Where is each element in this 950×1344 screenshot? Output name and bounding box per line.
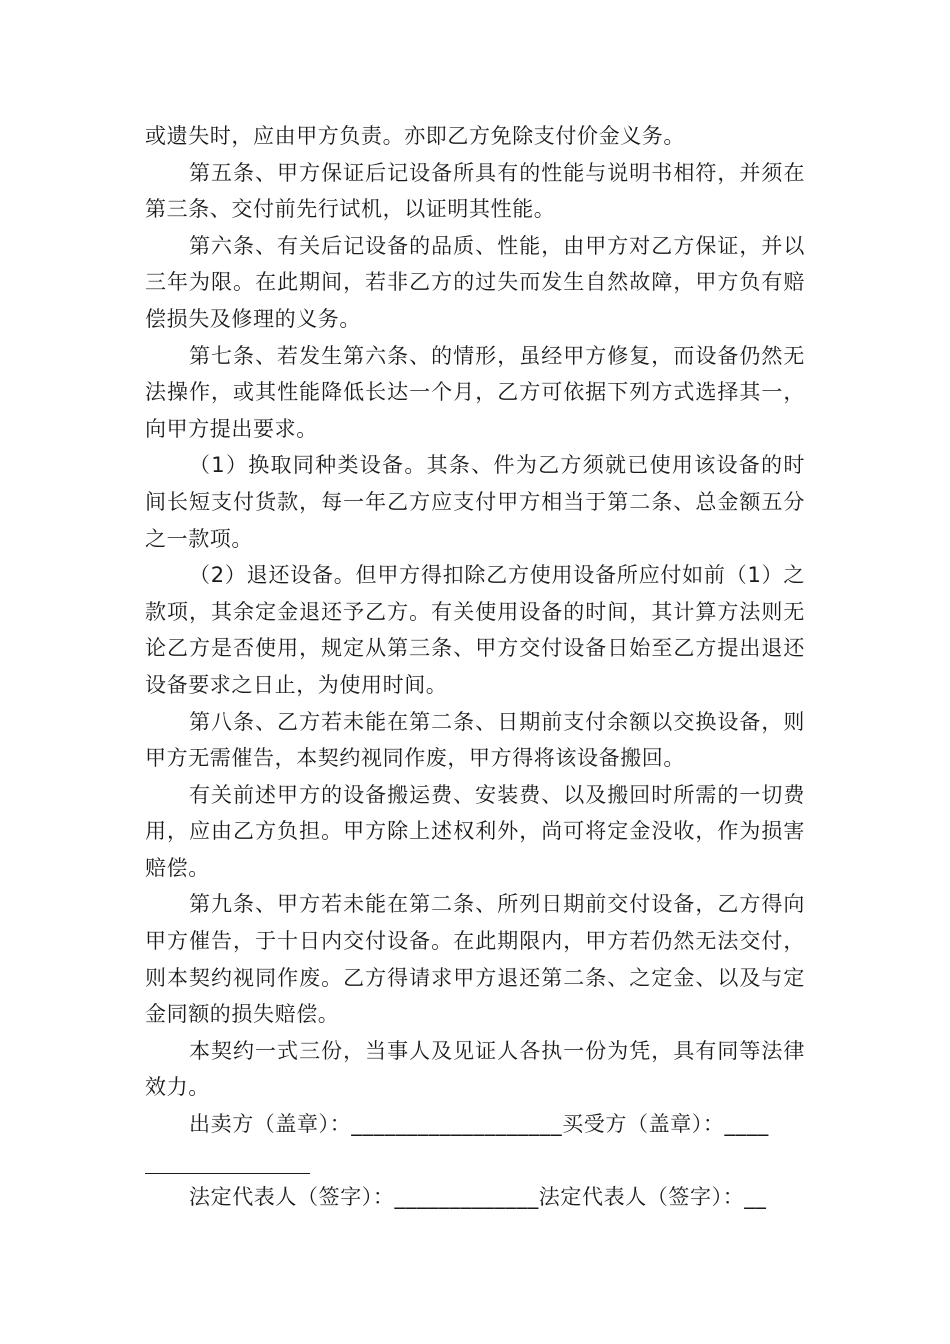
document-body <box>145 118 805 1216</box>
signature-line-representative: 法定代表人（签字）：_____________法定代表人（签字）：__ <box>189 1185 767 1210</box>
paragraph-option-1: （1）换取同种类设备。其条、件为乙方须就已使用该设备的时间长短支付货款，每一年乙方应支付甲方相当于第二条、总金额五分之一款项。 <box>145 453 805 551</box>
paragraph-article-7: 第七条、若发生第六条、的情形，虽经甲方修复，而设备仍然无法操作，或其性能降低长达一个月，乙方可依据下列方式选择其一，向甲方提出要求。 <box>145 343 805 441</box>
signature-underline <box>145 1173 310 1174</box>
paragraph-article-8: 第八条、乙方若未能在第二条、日期前支付余额以交换设备，则甲方无需催告，本契约视同作废，甲方得将该设备搬回。 <box>145 709 805 771</box>
signature-line-wrap <box>145 1143 805 1180</box>
paragraph-article-5: 第五条、甲方保证后记设备所具有的性能与说明书相符，并须在第三条、交付前先行试机，以证明其性能。 <box>145 160 805 222</box>
paragraph-continuation: 或遗失时，应由甲方负责。亦即乙方免除支付价金义务。 <box>145 124 685 148</box>
paragraph-option-2: （2）退还设备。但甲方得扣除乙方使用设备所应付如前（1）之款项，其余定金退还予乙方。有关使用设备的时间，其计算方法则无论乙方是否使用，规定从第三条、甲方交付设备日始至乙方提出退还设备要求之日止，为使用时间。 <box>145 563 805 697</box>
paragraph-copies: 本契约一式三份，当事人及见证人各执一份为凭，具有同等法律效力。 <box>145 1038 805 1100</box>
paragraph-costs: 有关前述甲方的设备搬运费、安装费、以及搬回时所需的一切费用，应由乙方负担。甲方除上述权利外，尚可将定金没收，作为损害赔偿。 <box>145 782 805 880</box>
signature-line-seal: 出卖方（盖章）：___________________买受方（盖章）：____ <box>189 1112 769 1137</box>
paragraph-article-9: 第九条、甲方若未能在第二条、所列日期前交付设备，乙方得向甲方催告，于十日内交付设备。在此期限内，甲方若仍然无法交付，则本契约视同作废。乙方得请求甲方退还第二条、之定金、以及与定金同额的损失赔偿。 <box>145 892 805 1027</box>
paragraph-article-6: 第六条、有关后记设备的品质、性能，由甲方对乙方保证，并以三年为限。在此期间，若非乙方的过失而发生自然故障，甲方负有赔偿损失及修理的义务。 <box>145 233 805 331</box>
